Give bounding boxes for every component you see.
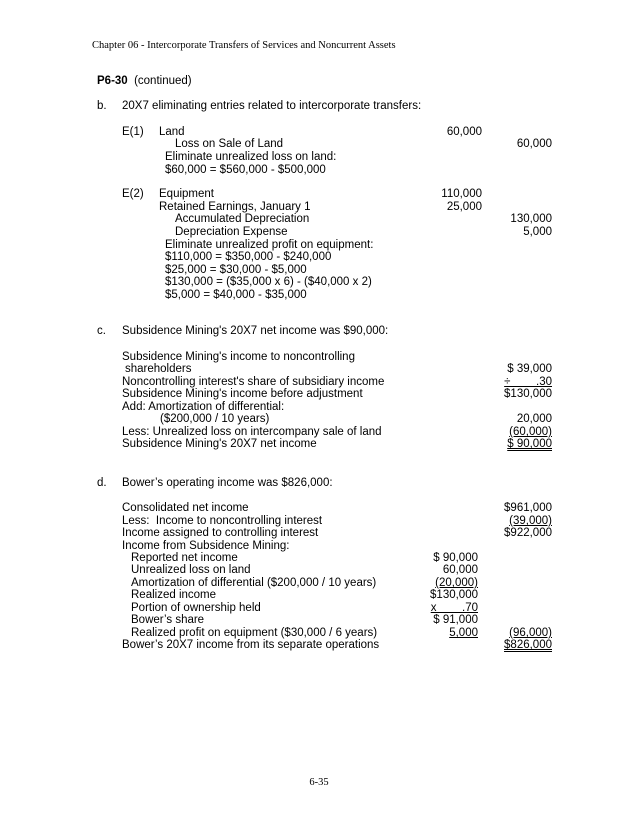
d-col2-amount: $961,000 <box>504 502 552 514</box>
entry-e2-label: E(2) <box>122 188 144 200</box>
d-col1-amount: (20,000) <box>435 577 478 589</box>
e1-credit: 60,000 <box>516 138 552 150</box>
d-col1-amount: $ 90,000 <box>433 552 478 564</box>
e2-credit: 5,000 <box>523 226 552 238</box>
problem-note: (continued) <box>134 75 192 87</box>
d-line: Reported net income <box>131 552 238 564</box>
d-line: Realized profit on equipment ($30,000 / 6 years) <box>131 627 378 639</box>
c-line: Subsidence Mining's income before adjustment <box>122 388 363 400</box>
c-amount: ÷ .30 <box>504 376 552 388</box>
d-line: Consolidated net income <box>122 502 249 514</box>
e2-line: $5,000 = $40,000 - $35,000 <box>165 289 307 301</box>
part-c-letter: c. <box>97 325 106 337</box>
d-line: Amortization of differential ($200,000 / 10 years) <box>131 577 377 589</box>
e2-line: Retained Earnings, January 1 <box>159 201 311 213</box>
e2-line: Accumulated Depreciation <box>175 213 310 225</box>
e2-line: Eliminate unrealized profit on equipment: <box>165 239 374 251</box>
entry-e1-label: E(1) <box>122 126 144 138</box>
e2-line: Depreciation Expense <box>175 226 288 238</box>
e2-line: $25,000 = $30,000 - $5,000 <box>165 264 307 276</box>
part-d-letter: d. <box>97 477 107 489</box>
part-d-heading: Bower’s operating income was $826,000: <box>122 477 333 489</box>
d-line: Portion of ownership held <box>131 602 261 614</box>
c-line: Noncontrolling interest's share of subsidiary income <box>122 376 385 388</box>
d-col1-amount: $130,000 <box>430 589 478 601</box>
d-col2-amount: $922,000 <box>504 527 552 539</box>
d-line: Income assigned to controlling interest <box>122 527 319 539</box>
e1-debit: 60,000 <box>446 126 482 138</box>
c-line: Subsidence Mining's 20X7 net income <box>122 438 317 450</box>
problem-heading <box>97 75 192 87</box>
e2-debit: 25,000 <box>446 201 482 213</box>
d-col1-amount: 5,000 <box>449 627 478 639</box>
c-amount: $ 90,000 <box>507 438 552 450</box>
e1-line: Loss on Sale of Land <box>175 138 284 150</box>
part-c-heading: Subsidence Mining's 20X7 net income was $90,000: <box>122 325 389 337</box>
c-line: ($200,000 / 10 years) <box>160 413 270 425</box>
c-amount: (60,000) <box>509 426 552 438</box>
c-line: Add: Amortization of differential: <box>122 401 285 413</box>
running-header: Chapter 06 - Intercorporate Transfers of Services and Noncurrent Assets <box>92 40 396 51</box>
d-line: Realized income <box>131 589 217 601</box>
c-line: Subsidence Mining's income to noncontrolling <box>122 351 355 363</box>
d-col1-amount: x .70 <box>430 602 478 614</box>
e2-line: $130,000 = ($35,000 x 6) - ($40,000 x 2) <box>165 276 372 288</box>
e2-line: $110,000 = $350,000 - $240,000 <box>165 251 332 263</box>
d-line: Bower’s 20X7 income from its separate operations <box>122 639 380 651</box>
c-amount: 20,000 <box>516 413 552 425</box>
c-amount: $ 39,000 <box>507 363 552 375</box>
d-line: Less: Income to noncontrolling interest <box>122 515 323 527</box>
d-col1-amount: 60,000 <box>442 564 478 576</box>
d-col2-amount: (96,000) <box>509 627 552 639</box>
d-line: Unrealized loss on land <box>131 564 251 576</box>
d-line: Bower’s share <box>131 614 205 626</box>
d-line: Income from Subsidence Mining: <box>122 540 290 552</box>
e2-line: Equipment <box>159 188 214 200</box>
d-col2-amount: $826,000 <box>504 639 552 651</box>
e1-line: $60,000 = $560,000 - $500,000 <box>165 164 326 176</box>
c-line: shareholders <box>125 363 192 375</box>
e2-debit: 110,000 <box>441 188 482 200</box>
e1-line: Eliminate unrealized loss on land: <box>165 151 337 163</box>
part-b-heading: 20X7 eliminating entries related to intercorporate transfers: <box>122 100 422 112</box>
c-line: Less: Unrealized loss on intercompany sale of land <box>122 426 382 438</box>
d-col1-amount: $ 91,000 <box>433 614 478 626</box>
e2-credit: 130,000 <box>510 213 552 225</box>
problem-label: P6-30 <box>97 75 128 87</box>
e1-line: Land <box>159 126 185 138</box>
c-amount: $130,000 <box>504 388 552 400</box>
part-b-letter: b. <box>97 100 107 112</box>
d-col2-amount: (39,000) <box>509 515 552 527</box>
page-number: 6-35 <box>309 777 329 788</box>
